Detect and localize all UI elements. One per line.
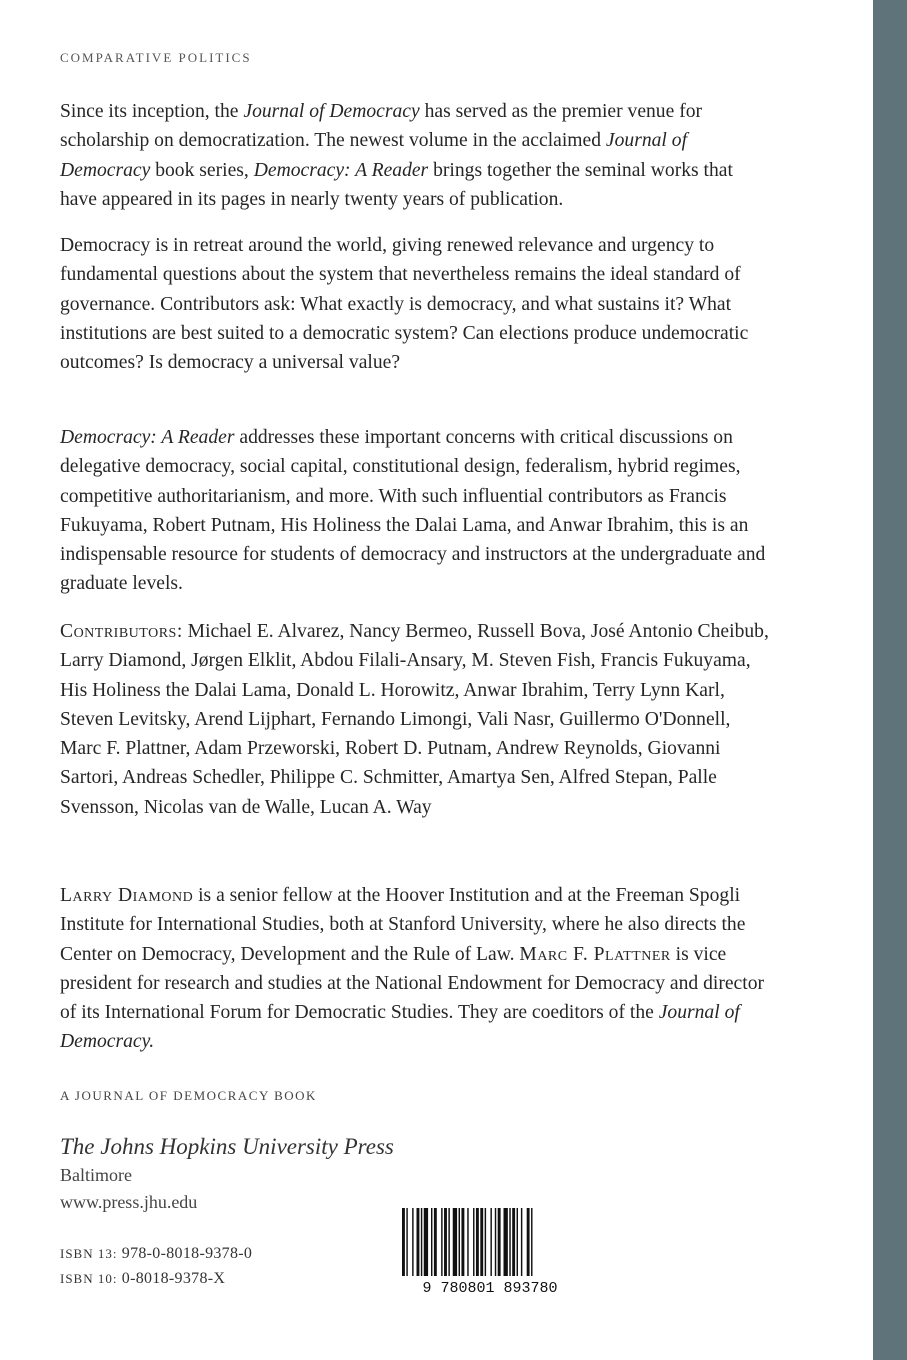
editors-bio: Larry Diamond is a senior fellow at the Hoover Institution and at the Freeman Spogli Institute for International Studies, both at Stanford University, where he also directs the Center on Democracy, Development and the Rule of Law. Marc F. Plattner is vice president for research and studies at the National Endowment for Democracy and director of its International Forum for Democratic Studies. They are coeditors of the Journal of Democracy.: [60, 885, 765, 1053]
barcode-bar: [476, 1208, 479, 1276]
barcode-bar: [441, 1208, 442, 1276]
publisher-name: The Johns Hopkins University Press: [60, 1134, 394, 1159]
barcode-bar: [467, 1208, 468, 1276]
barcode-bar: [417, 1208, 420, 1276]
barcode-bar: [421, 1208, 422, 1276]
isbn-10: ISBN 10: 0-8018-9378-X: [60, 1270, 226, 1287]
description-paragraph-1: Since its inception, the Journal of Democracy has served as the premier venue for scholarship on democratization. The newest volume in the acclaimed Journal of Democracy book series, Democracy: A Reader brings together the seminal works that have appeared in its pages in nearly twenty years of publication.: [60, 101, 733, 210]
barcode-bar: [434, 1208, 437, 1276]
barcode-digits: 9 780801 893780: [422, 1280, 558, 1296]
barcode-bar: [459, 1208, 460, 1276]
barcode-bar: [527, 1208, 530, 1276]
publisher-url[interactable]: www.press.jhu.edu: [60, 1192, 198, 1212]
barcode-bar: [473, 1208, 474, 1276]
barcode-bar: [444, 1208, 447, 1276]
barcode-bar: [448, 1208, 449, 1276]
barcode-bar: [504, 1208, 508, 1276]
contributors-list: Contributors: Michael E. Alvarez, Nancy Bermeo, Russell Bova, José Antonio Cheibub, Larry Diamond, Jørgen Elklit, Abdou Filali-Ansary, M. Steven Fish, Francis Fukuyama, His Holiness the Dalai Lama, Donald L. Horowitz, Anwar Ibrahim, Terry Lynn Karl, Steven Levitsky, Arend Lijphart, Fernando Limongi, Vali Nasr, Guillermo O'Donnell, Marc F. Plattner, Adam Przeworski, Robert D. Putnam, Andrew Reynolds, Giovanni Sartori, Andreas Schedler, Philippe C. Schmitter, Amartya Sen, Alfred Stepan, Palle Svensson, Nicolas van de Walle, Lucan A. Way: [60, 621, 769, 818]
barcode-bar: [412, 1208, 413, 1276]
barcode-bar: [402, 1208, 405, 1276]
publisher-city: Baltimore: [60, 1165, 132, 1185]
barcode-bar: [480, 1208, 483, 1276]
barcode-bar: [512, 1208, 515, 1276]
barcode-bar: [490, 1208, 491, 1276]
barcode-bar: [431, 1208, 432, 1276]
isbn-13: ISBN 13: 978-0-8018-9378-0: [60, 1245, 253, 1262]
description-paragraph-3: Democracy: A Reader addresses these important concerns with critical discussions on delegative democracy, social capital, constitutional design, federalism, hybrid regimes, competitive authoritarianism, and more. With such influential contributors as Francis Fukuyama, Robert Putnam, His Holiness the Dalai Lama, and Anwar Ibrahim, this is an indispensable resource for students of democracy and instructors at the undergraduate and graduate levels.: [60, 427, 766, 595]
barcode-bar: [453, 1208, 457, 1276]
barcode-bar: [531, 1208, 532, 1276]
description-paragraph-2: Democracy is in retreat around the world, giving renewed relevance and urgency to fundamental questions about the system that nevertheless remains the ideal standard of governance. Contributors ask: What exactly is democracy, and what sustains it? What institutions are best suited to a democratic system? Can elections produce undemocratic outcomes? Is democracy a universal value?: [60, 235, 749, 374]
barcode-bar: [424, 1208, 428, 1276]
isbn-barcode: [390, 1206, 590, 1296]
barcode-bar: [406, 1208, 407, 1276]
barcode-bar: [521, 1208, 522, 1276]
barcode-bar: [461, 1208, 464, 1276]
barcode-bar: [498, 1208, 501, 1276]
barcode-bar: [509, 1208, 510, 1276]
barcode-bar: [485, 1208, 486, 1276]
barcode-bar: [517, 1208, 518, 1276]
series-label: A JOURNAL OF DEMOCRACY BOOK: [60, 1088, 317, 1103]
category-label: COMPARATIVE POLITICS: [60, 50, 252, 65]
book-spine-edge: [873, 0, 907, 1360]
barcode-bar: [495, 1208, 496, 1276]
